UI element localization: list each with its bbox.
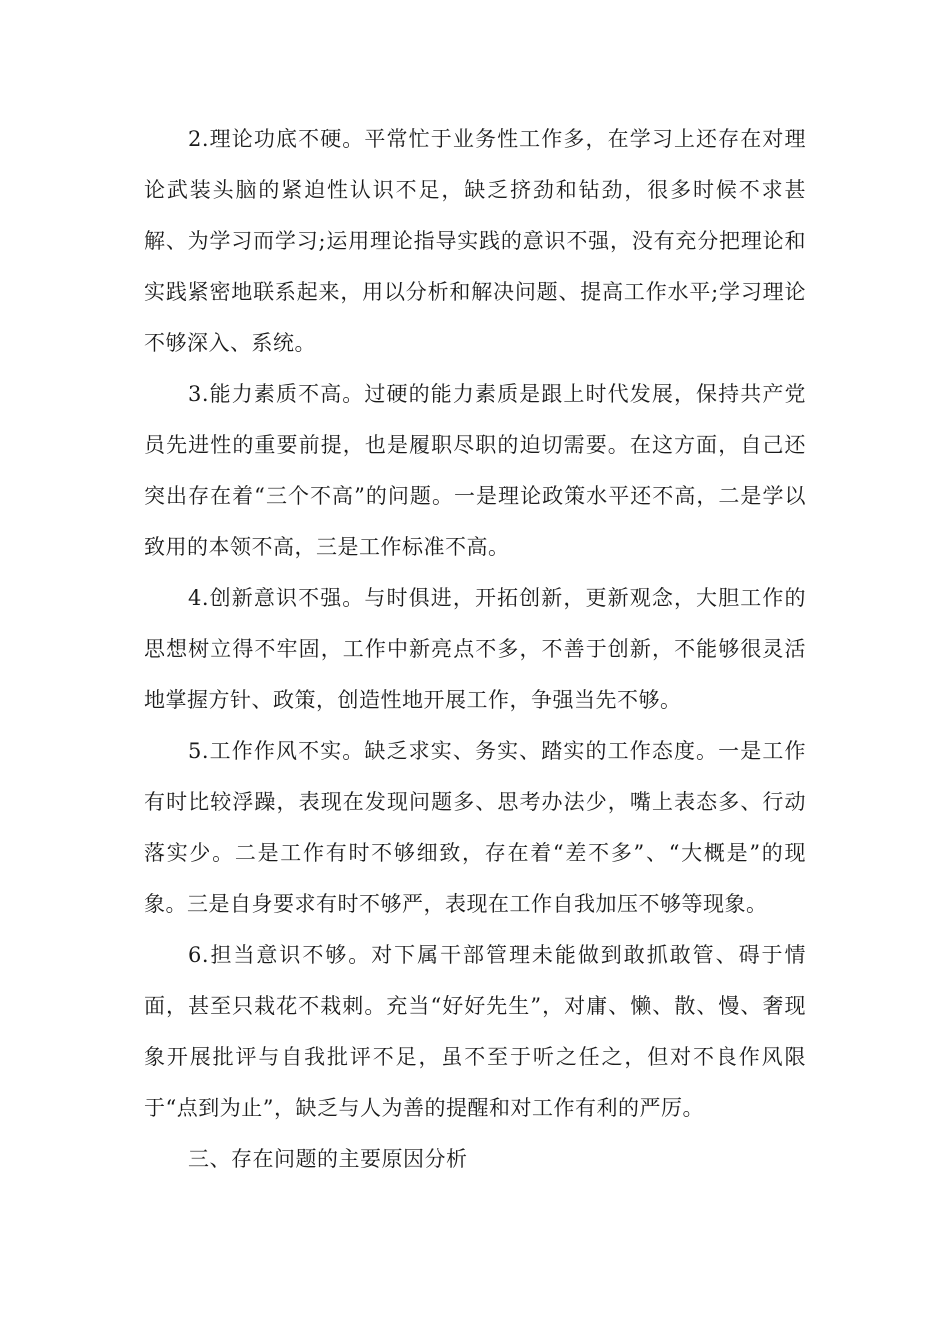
section-heading: 三、存在问题的主要原因分析 — [188, 1147, 468, 1171]
paragraph-responsibility: 6.担当意识不够。对下属干部管理未能做到敢抓敢管、碍于情面，甚至只栽花不栽刺。充当“好好先生”，对庸、懒、散、慢、奢现象开展批评与自我批评不足，虽不至于听之任之，但对不良作风限于“点到为止”，缺乏与人为善的提醒和对工作有利的严厉。 — [144, 943, 806, 1120]
paragraph-theory: 2.理论功底不硬。平常忙于业务性工作多，在学习上还存在对理论武装头脑的紧迫性认识不足，缺乏挤劲和钻劲，很多时候不求甚解、为学习而学习;运用理论指导实践的意识不强，没有充分把理论和实践紧密地联系起来，用以分析和解决问题、提高工作水平;学习理论不够深入、系统。 — [144, 127, 806, 355]
paragraph-ability: 3.能力素质不高。过硬的能力素质是跟上时代发展，保持共产党员先进性的重要前提，也是履职尽职的迫切需要。在这方面，自己还突出存在着“三个不高”的问题。一是理论政策水平还不高，二是学以致用的本领不高，三是工作标准不高。 — [144, 382, 806, 559]
document-body — [144, 114, 806, 1185]
paragraph-work-style: 5.工作作风不实。缺乏求实、务实、踏实的工作态度。一是工作有时比较浮躁，表现在发现问题多、思考办法少，嘴上表态多、行动落实少。二是工作有时不够细致，存在着“差不多”、“大概是”的现象。三是自身要求有时不够严，表现在工作自我加压不够等现象。 — [144, 739, 806, 916]
paragraph-innovation: 4.创新意识不强。与时俱进，开拓创新，更新观念，大胆工作的思想树立得不牢固，工作中新亮点不多，不善于创新，不能够很灵活地掌握方针、政策，创造性地开展工作，争强当先不够。 — [144, 586, 806, 712]
